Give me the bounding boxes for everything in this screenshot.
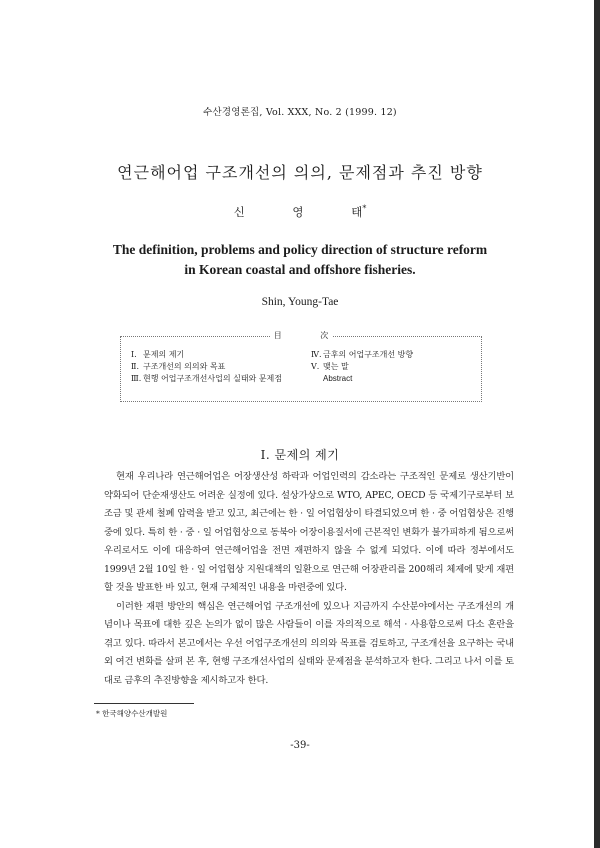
paragraph: 현재 우리나라 연근해어업은 어장생산성 하락과 어업인력의 감소라는 구조적인 문제로 생산기반이 약화되어 단순재생산도 어려운 실정에 있다. 설상가상으로 WTO, APEC, OECD 등 국제기구로부터 보조금 및 관세 철폐 압력을 받고 있고, 최근에는 한 · 일 어업협상이 타결되었으며 한 · 중 어업협상은 진행중에 있다. 특히 한 · 중 · 일 어업협상으로 동북아 어장이용질서에 근본적인 변화가 불가피하게 됨으로써 우리로서도 이에 대응하여 연근해어업을 전면 재편하지 않을 수 없게 되었다. 이에 따라 정부에서도 1999년 2월 10일 한 · 일 어업협상 지원대책의 일환으로 연근해 어장관리를 200해리 체제에 맞게 재편할 것을 발표한 바 있고, 현재 구체적인 내용을 마련중에 있다. [104,471,514,593]
footnote: * 한국해양수산개발원 [96,709,168,718]
toc-abstract: Abstract [323,374,353,383]
body-text [104,468,514,690]
toc-item: Ⅱ. 구조개선의 의의와 목표 [131,362,226,371]
footnote-divider [94,703,194,704]
page-number: -39- [290,740,310,751]
section-heading: Ⅰ. 문제의 제기 [260,448,340,462]
korean-title: 연근해어업 구조개선의 의의, 문제점과 추진 방향 [117,163,483,182]
korean-author-name: 신 영 태 [233,205,363,219]
english-title-line1: The definition, problems and policy direction of structure reform [112,242,488,257]
korean-author [0,204,600,220]
paragraph: 이러한 재편 방안의 핵심은 연근해어업 구조개선에 있으나 지금까지 수산분야에서는 구조개선의 개념이나 목표에 대한 깊은 논의가 없이 많은 사람들이 이를 자의적으로 해석 · 사용함으로써 다소 혼란을 겪고 있다. 따라서 본고에서는 우선 어업구조개선의 의의와 목표를 검토하고, 구조개선을 요구하는 국내외 여건 변화를 살펴 본 후, 현행 구조개선사업의 실태와 문제점을 분석하고자 한다. 그리고 나서 이를 토대로 금후의 추진방향을 제시하고자 한다. [104,600,514,686]
english-title [0,240,600,280]
english-title-line2: in Korean coastal and offshore fisheries. [184,262,416,277]
table-of-contents [120,331,482,402]
journal-citation: 수산경영론집, Vol. XXX, No. 2 (1999. 12) [203,107,397,118]
page-edge-shadow [594,0,600,848]
toc-left-column [131,349,301,385]
toc-item: Ⅰ. 문제의 제기 [131,350,185,359]
toc-item: Ⅴ. 맺는 말 [311,362,349,371]
english-author: Shin, Young-Tae [261,296,339,308]
toc-item: Ⅳ. 금후의 어업구조개선 방향 [311,350,414,359]
author-footnote-mark: * [362,204,367,214]
toc-right-column [311,349,471,385]
toc-item: Ⅲ. 현행 어업구조개선사업의 실태와 문제점 [131,374,283,383]
toc-heading: 目 次 [121,330,481,341]
